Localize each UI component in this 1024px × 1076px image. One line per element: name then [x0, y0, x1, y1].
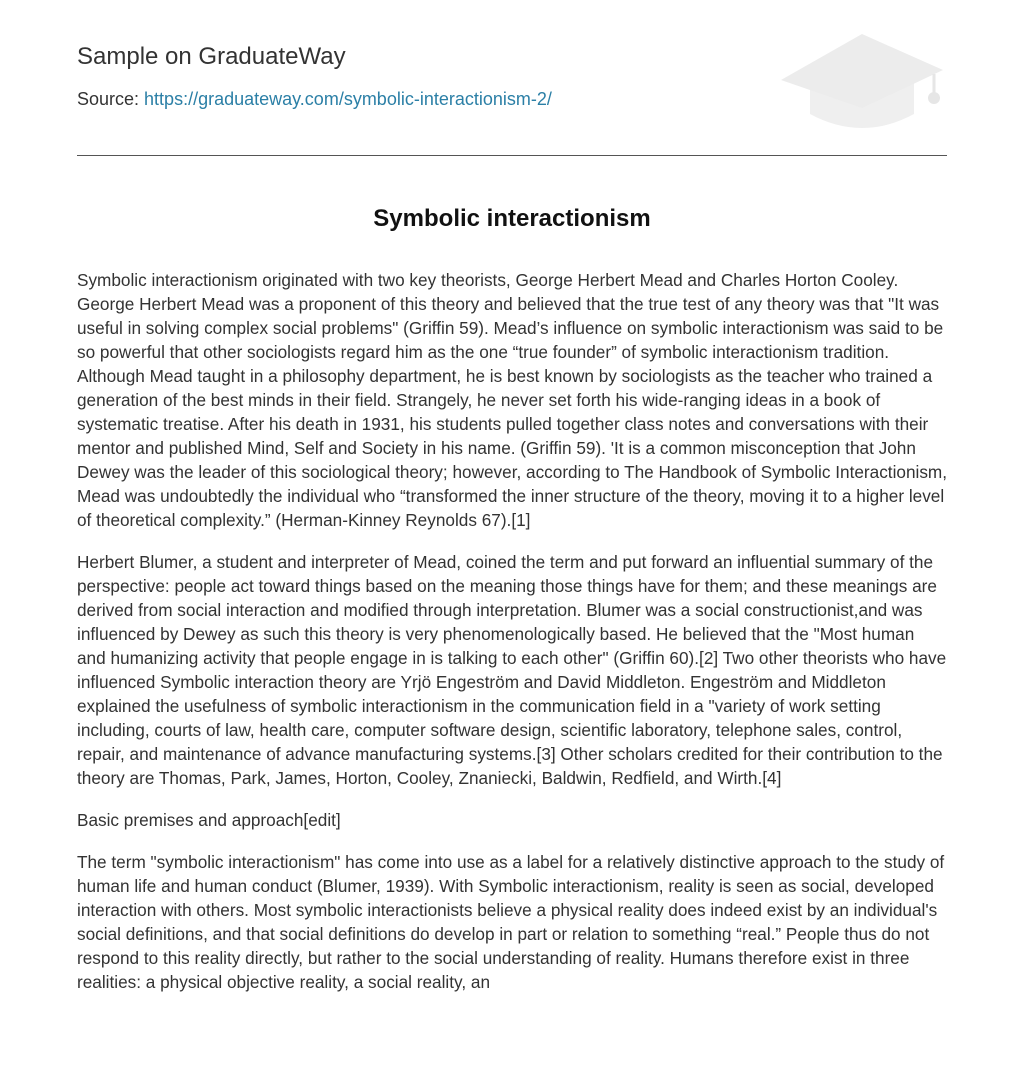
- page-header: [77, 0, 947, 156]
- document-body: [77, 268, 947, 1012]
- document-title: Symbolic interactionism: [373, 205, 651, 232]
- header-divider: [77, 155, 947, 156]
- site-title: Sample on GraduateWay: [77, 43, 346, 70]
- graduation-cap-icon: [777, 30, 947, 134]
- paragraph-2: Herbert Blumer, a student and interpreter of Mead, coined the term and put forward an influential summary of the perspective: people act toward things based on the meaning those things have for them; and these meanings are derived from social interaction and modified through interpretation. Blumer was a social constructionist,and was influenced by Dewey as such this theory is very phenomenologically based. He believed that the "Most human and humanizing activity that people engage in is talking to each other" (Griffin 60).[2] Two other theorists who have influenced Symbolic interaction theory are Yrjö Engeström and David Middleton. Engeström and Middleton explained the usefulness of symbolic interactionism in the communication field in a "variety of work setting including, courts of law, health care, computer software design, scientific laboratory, telephone sales, control, repair, and maintenance of advance manufacturing systems.[3] Other scholars credited for their contribution to the theory are Thomas, Park, James, Horton, Cooley, Znaniecki, Baldwin, Redfield, and Wirth.[4]: [77, 552, 947, 788]
- section-heading-basic-premises: Basic premises and approach[edit]: [77, 810, 341, 830]
- source-label: Source:: [77, 89, 145, 109]
- paragraph-3: The term "symbolic interactionism" has come into use as a label for a relatively distinctive approach to the study of human life and human conduct (Blumer, 1939). With Symbolic interactionism, reality is seen as social, developed interaction with others. Most symbolic interactionists believe a physical reality does indeed exist by an individual's social definitions, and that social definitions do develop in part or relation to something “real.” People thus do not respond to this reality directly, but rather to the social understanding of reality. Humans therefore exist in three realities: a physical objective reality, a social reality, an: [77, 852, 945, 992]
- source-link[interactable]: https://graduateway.com/symbolic-interactionism-2/: [144, 89, 552, 109]
- source-line: [77, 89, 552, 110]
- paragraph-1: Symbolic interactionism originated with two key theorists, George Herbert Mead and Charles Horton Cooley. George Herbert Mead was a proponent of this theory and believed that the true test of any theory was that "It was useful in solving complex social problems" (Griffin 59). Mead’s influence on symbolic interactionism was said to be so powerful that other sociologists regard him as the one “true founder” of symbolic interactionism tradition. Although Mead taught in a philosophy department, he is best known by sociologists as the teacher who trained a generation of the best minds in their field. Strangely, he never set forth his wide-ranging ideas in a book of systematic treatise. After his death in 1931, his students pulled together class notes and conversations with their mentor and published Mind, Self and Society in his name. (Griffin 59). 'It is a common misconception that John Dewey was the leader of this sociological theory; however, according to The Handbook of Symbolic Interactionism, Mead was undoubtedly the individual who “transformed the inner structure of the theory, moving it to a higher level of theoretical complexity.” (Herman-Kinney Reynolds 67).[1]: [77, 270, 948, 530]
